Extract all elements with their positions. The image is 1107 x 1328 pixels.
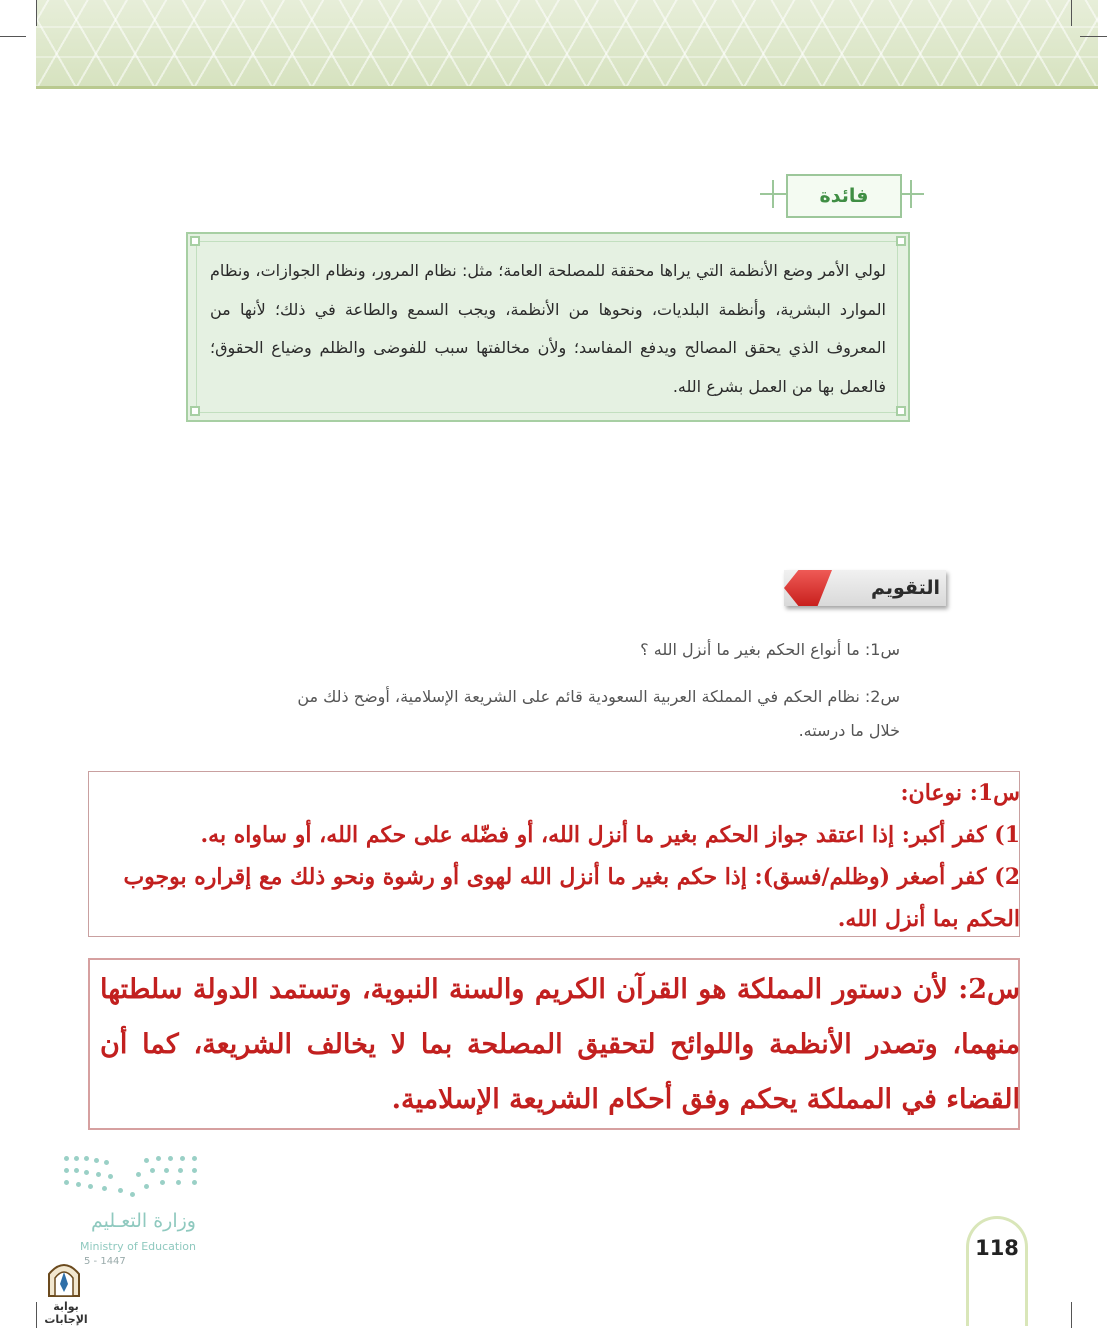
benefit-box-corner: [190, 406, 200, 416]
benefit-box-corner: [896, 406, 906, 416]
answer-1-line-2: 2) كفر أصغر (وظلم/فسق): إذا حكم بغير ما أنزل الله لهوى أو رشوة ونحو ذلك مع إقراره بوجوب الحكم بما أنزل الله.: [123, 864, 1020, 932]
answer-1-heading: س1: نوعان:: [900, 780, 1020, 806]
page-number: 118: [975, 1236, 1019, 1260]
ministry-year: 5 - 1447: [84, 1256, 126, 1267]
evaluation-label: التقويم: [870, 577, 940, 599]
benefit-label: فائدة: [819, 185, 869, 207]
tag-connector-post: [910, 180, 912, 208]
question-1: س1: ما أنواع الحكم بغير ما أنزل الله ؟: [640, 640, 900, 659]
crop-mark: [1080, 36, 1107, 37]
benefit-text: لولي الأمر وضع الأنظمة التي يراها محققة للمصلحة العامة؛ مثل: نظام المرور، ونظام الجوازات، ونظام الموارد البشرية، وأنظمة البلديات، ونحوها من الأنظمة، ويجب السمع والطاعة في ذلك؛ لأنها من المعروف الذي يحقق المصالح ويدفع المفاسد؛ ولأن مخالفتها سبب للفوضى والظلم وضياع الحقوق؛ فالعمل بها من العمل بشرع الله.: [210, 261, 886, 396]
watermark-gate-icon: [46, 1258, 82, 1298]
answer-2: س2: لأن دستور المملكة هو القرآن الكريم والسنة النبوية، وتستمد الدولة سلطتها منهما، وتصدر الأنظمة واللوائح لتحقيق المصلحة بما لا يخالف الشريعة، كما أن القضاء في المملكة يحكم وفق أحكام الشريعة الإسلامية.: [100, 974, 1020, 1115]
tag-connector-post: [772, 180, 774, 208]
benefit-tag: [786, 174, 902, 218]
ministry-name-arabic: وزارة التعـليم: [90, 1210, 196, 1232]
crop-mark: [1071, 0, 1072, 26]
benefit-box-corner: [896, 236, 906, 246]
watermark-text: بوابة الإجابات: [44, 1300, 88, 1326]
benefit-box-corner: [190, 236, 200, 246]
answer-1: [100, 772, 1020, 940]
crop-mark: [0, 36, 26, 37]
ministry-name-english: Ministry of Education: [79, 1240, 196, 1253]
question-2: س2: نظام الحكم في المملكة العربية السعودية قائم على الشريعة الإسلامية، أوضح ذلك من خلال ما درسته.: [297, 687, 900, 740]
ministry-logo-dots: [60, 1154, 200, 1200]
header-rule: [36, 86, 1098, 89]
crop-mark: [1071, 1302, 1072, 1328]
crop-mark: [36, 0, 37, 26]
answer-1-line-1: 1) كفر أكبر: إذا اعتقد جواز الحكم بغير ما أنزل الله، أو فضّله على حكم الله، أو ساواه به.: [200, 822, 1020, 848]
page-number-arch: [966, 1216, 1028, 1326]
header-pattern-band: [36, 0, 1098, 88]
